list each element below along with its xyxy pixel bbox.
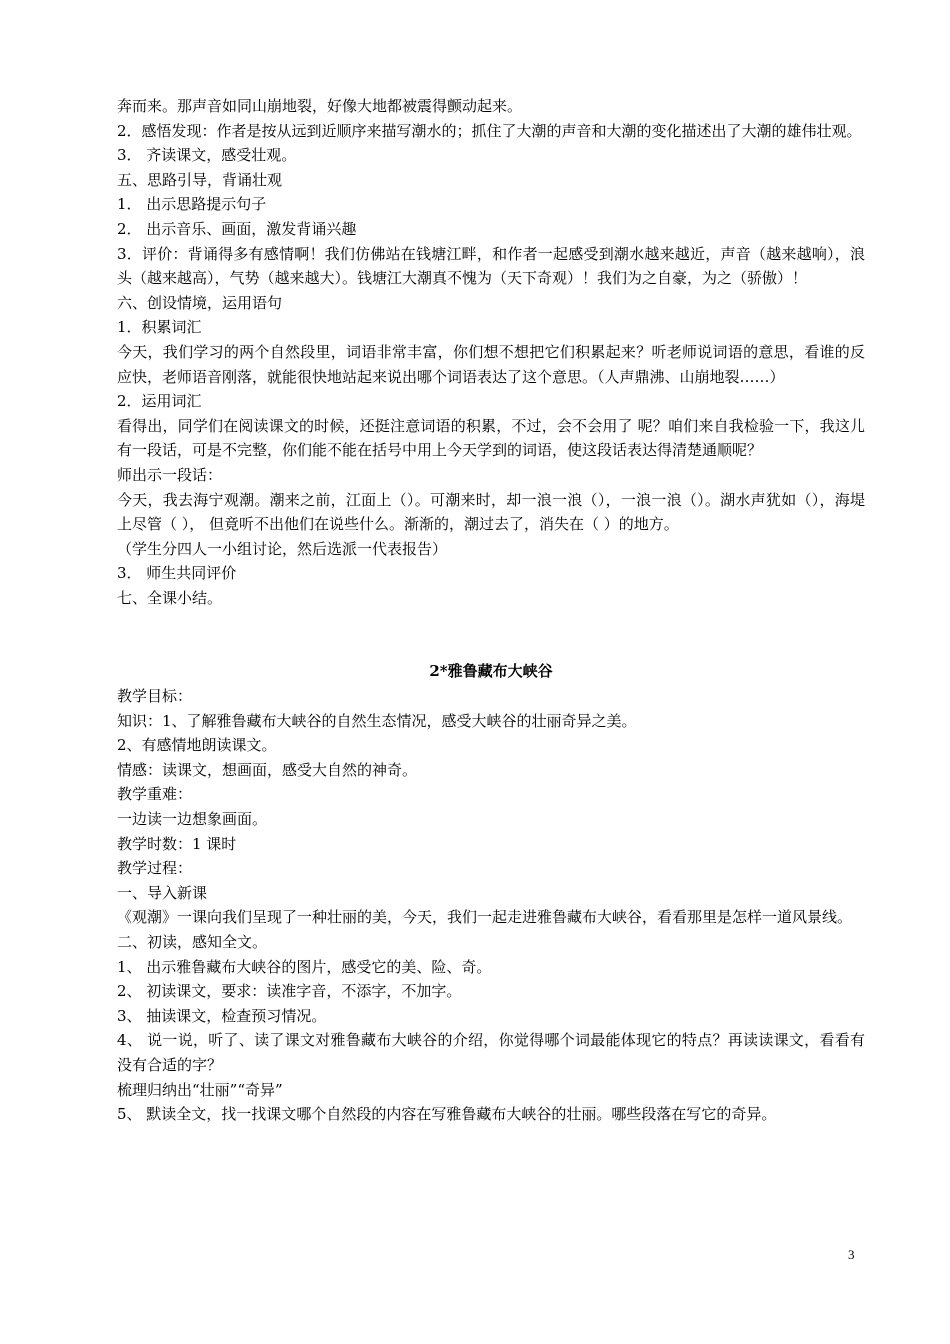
section-heading: 二、初读，感知全文。	[117, 933, 268, 951]
text-paragraph: 今天，我们学习的两个自然段里，词语非常丰富，你们想不想把它们积累起来？听老师说词语的意思，看谁的反应快，老师语音刚落，就能很快地站起来说出哪个词语表达了这个意思。（人声鼎沸、山崩地裂……）	[117, 342, 865, 386]
text-paragraph: 看得出，同学们在阅读课文的时候，还挺注意词语的积累，不过，会不会用了 呢？咱们来自我检验一下，我这儿有一段话，可是不完整，你们能不能在括号中用上今天学到的词语，使这段话表达得清楚通顺呢？	[117, 416, 865, 460]
section-heading: 六、创设情境，运用语句	[117, 293, 283, 312]
text-line: 师出示一段话：	[117, 465, 223, 484]
text-paragraph: 4、 说一说，听了、读了课文对雅鲁藏布大峡谷的介绍，你觉得哪个词最能体现它的特点？再读读课文，看看有没有合适的字？	[117, 1031, 865, 1074]
section-spacer	[117, 610, 865, 659]
lesson-title: 2*雅鲁藏布大峡谷	[429, 662, 553, 681]
text-line: 情感：读课文，想画面，感受大自然的神奇。	[117, 760, 418, 779]
text-paragraph: 3．评价：背诵得多有感情啊！我们仿佛站在钱塘江畔，和作者一起感受到潮水越来越近，声音（越来越响），浪头（越来越高），气势（越来越大）。钱塘江大潮真不愧为（天下奇观）！我们为之自豪，为之（骄傲）！	[117, 244, 865, 288]
text-line: 知识：1、了解雅鲁藏布大峡谷的自然生态情况，感受大峡谷的壮丽奇异之美。	[117, 711, 637, 730]
section-heading: 一、导入新课	[117, 883, 208, 902]
section-heading: 七、全课小结。	[117, 588, 223, 607]
text-line: 2．运用词汇	[117, 392, 202, 411]
text-line: 教学时数：1 课时	[117, 834, 237, 853]
text-line: 3、 抽读课文，检查预习情况。	[117, 1006, 327, 1025]
text-paragraph: 《观潮》一课向我们呈现了一种壮丽的美，今天，我们一起走进雅鲁藏布大峡谷，看看那里是怎样一道风景线。	[117, 908, 853, 927]
text-line: 1．积累词汇	[117, 318, 202, 337]
text-line: 1． 出示思路提示句子	[117, 195, 267, 214]
text-line: 2． 出示音乐、画面，激发背诵兴趣	[117, 219, 357, 238]
text-line: 5、 默读全文，找一找课文哪个自然段的内容在写雅鲁藏布大峡谷的壮丽。哪些段落在写它的奇异。	[117, 1105, 777, 1124]
text-line: 奔而来。那声音如同山崩地裂，好像大地都被震得颤动起来。	[117, 97, 523, 115]
text-line: 一边读一边想象画面。	[117, 810, 268, 829]
text-line: 教学重难：	[117, 785, 193, 804]
text-paragraph: 2．感悟发现：作者是按从远到近顺序来描写潮水的；抓住了大潮的声音和大潮的变化描述出了大潮的雄伟壮观。	[117, 121, 862, 140]
text-line: 2、 初读课文，要求：读准字音，不添字，不加字。	[117, 982, 462, 1001]
text-line: 3． 齐读课文，感受壮观。	[117, 146, 297, 165]
text-line: 梳理归纳出“壮丽”“奇异”	[117, 1080, 283, 1099]
text-line: 教学目标：	[117, 687, 193, 706]
page-number: 3	[848, 1247, 855, 1262]
section-heading: 五、思路引导，背诵壮观	[117, 170, 283, 189]
text-line: 教学过程：	[117, 859, 193, 878]
text-line: 3． 师生共同评价	[117, 564, 237, 583]
text-paragraph: 今天，我去海宁观潮。潮来之前，江面上（）。可潮来时，却一浪一浪（），一浪一浪（）。湖水声犹如（），海堤上尽管（ ）， 但竟听不出他们在说些什么。渐渐的，潮过去了，消失在（ ）的地方。	[117, 490, 865, 534]
text-line: （学生分四人一小组讨论，然后选派一代表报告）	[117, 539, 448, 558]
text-line: 2、有感情地朗读课文。	[117, 736, 277, 755]
text-line: 1、 出示雅鲁藏布大峡谷的图片，感受它的美、险、奇。	[117, 957, 492, 976]
document-page	[117, 94, 865, 1127]
